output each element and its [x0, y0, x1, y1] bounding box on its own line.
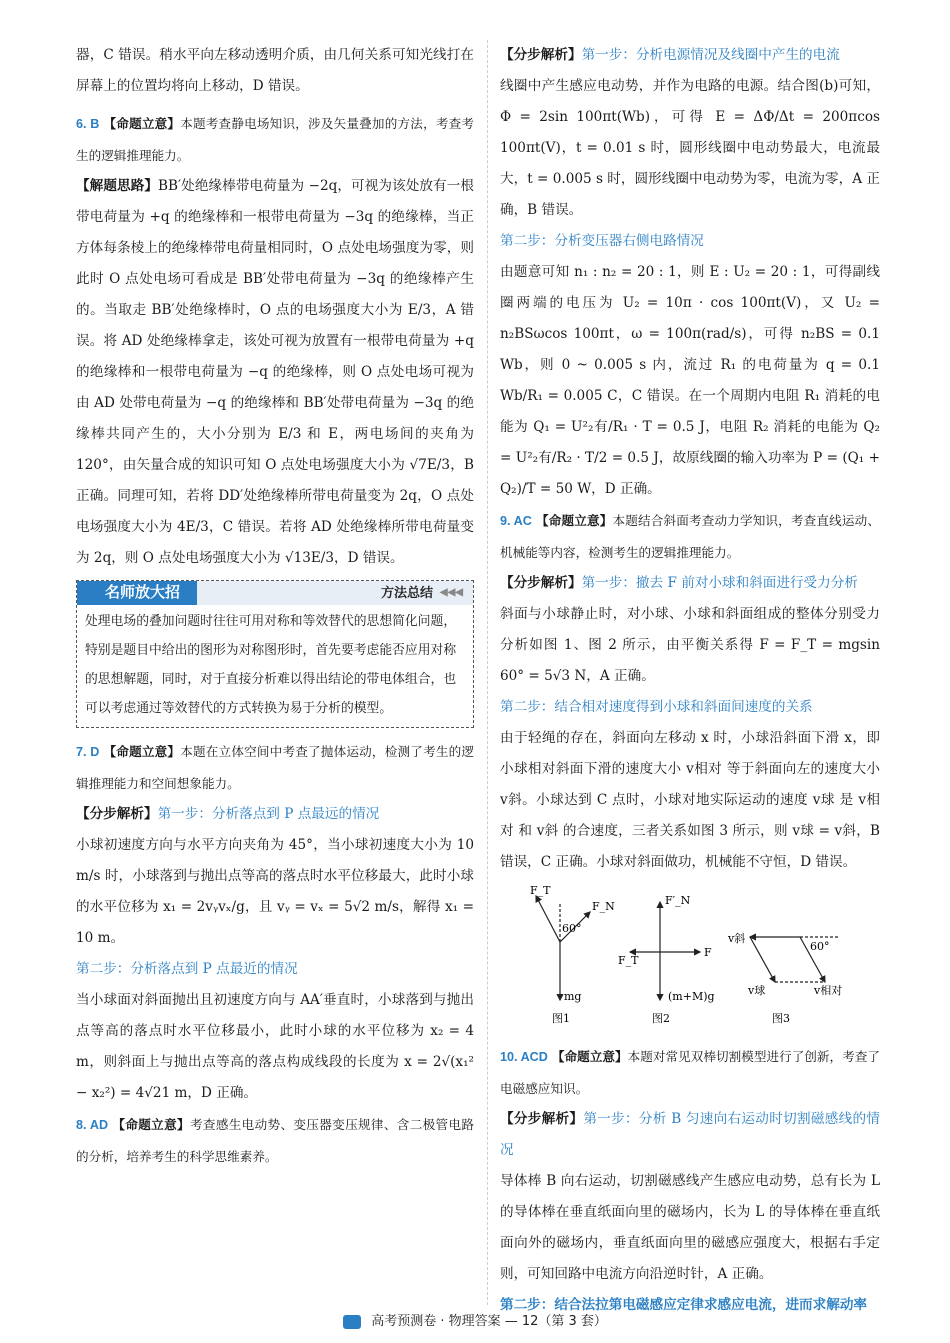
- footer-text: 高考预测卷 · 物理答案 — 12（第 3 套）: [371, 1314, 607, 1329]
- ft2-label: F_T: [618, 954, 639, 967]
- question-number: 10. ACD: [500, 1050, 548, 1064]
- step-2-text: 由于轻绳的存在，斜面向左移动 x 时，小球沿斜面下滑 x，即小球相对斜面下滑的速度大小 v相对 等于斜面向左的速度大小 v斜。小球达到 C 点时，小球对地实际运动的速度 v球 是 v相对 和 v斜 的合速度，三者关系如图 3 所示，则 v球 = v斜，B 错误，C 正确。小球对斜面做功，机械能不守恒，D 错误。: [500, 730, 880, 870]
- step-label: 【分步解析】: [500, 575, 582, 591]
- v-relative-label: v相对: [814, 984, 843, 997]
- intent-label: 【命题立意】: [112, 1117, 190, 1132]
- figure-1: [536, 896, 590, 1000]
- intent-text: 考查感生电动势、变压器变压规律、含二极管电路的分析，培养考生的科学思维素养。: [76, 1117, 475, 1164]
- step-1-title: 第一步：分析电源情况及线圈中产生的电流: [581, 47, 840, 63]
- step-2-text: 当小球面对斜面抛出且初速度方向与 AA′垂直时，小球落到与抛出点等高的落点时水平位移最小，此时小球的水平位移为 x₂ = 4 m，则斜面上与抛出点等高的落点构成线段的长度为 x = 2√(x₁² − x₂²) = 4√21 m，D 正确。: [76, 992, 474, 1101]
- v-ball-label: v球: [748, 984, 766, 997]
- page-footer: [0, 1310, 950, 1329]
- force-diagram-svg: [500, 882, 880, 1037]
- right-column: [500, 40, 880, 1321]
- step-label: 【分步解析】: [76, 806, 158, 822]
- step-2-title: 第二步：结合相对速度得到小球和斜面间速度的关系: [500, 699, 813, 715]
- column-divider: [487, 40, 488, 1305]
- intent-label: 【命题立意】: [103, 116, 181, 131]
- intent-text: 本题在立体空间中考查了抛体运动，检测了考生的逻辑推理能力和空间想象能力。: [76, 744, 475, 791]
- teacher-tip-title: 名师放大招: [105, 584, 181, 601]
- question-number: 6. B: [76, 117, 100, 131]
- step-2-text: 由题意可知 n₁ : n₂ = 20 : 1，则 E : U₂ = 20 : 1，可得副线圈两端的电压为 U₂ = 10π · cos 100πt(V)，又 U₂ = n₂BSωcos 100πt，ω = 100π(rad/s)，可得 n₂BS = 0.1 Wb，则 0 ~ 0.005 s 内，流过 R₁ 的电荷量为 q = 0.1 Wb/R₁ = 0.005 C，C 错误。在一个周期内电阻 R₁ 消耗的电能为 Q₁ = U²₂有/R₁ · T = 0.5 J，电阻 R₂ 消耗的电能为 Q₂ = U²₂有/R₂ · T/2 = 0.5 J，故原线圈的输入功率为 P = (Q₁ + Q₂)/T = 50 W，D 正确。: [500, 264, 880, 497]
- idea-label: 【解题思路】: [76, 178, 159, 194]
- step-1-text: 导体棒 B 向右运动，切割磁感线产生感应电动势，总有长为 L 的导体棒在垂直纸面向里的磁场内，长为 L 的导体棒在垂直纸面向外的磁场内，垂直纸面向里的磁感应强度大，根据右手定则，可知回路中电流方向沿逆时针，A 正确。: [500, 1173, 880, 1282]
- step-label: 【分步解析】: [500, 1111, 584, 1127]
- mmg-label: (m+M)g: [668, 990, 715, 1003]
- mg-label: mg: [564, 990, 582, 1003]
- f-label: F: [704, 946, 712, 959]
- step-1-title: 第一步：分析 B 匀速向右运动时切割磁感线的情况: [500, 1111, 880, 1158]
- question-8-continued: [500, 40, 880, 505]
- step-2-title: 第二步：分析变压器右侧电路情况: [500, 233, 704, 249]
- angle-label-3: 60°: [810, 940, 830, 953]
- figure-2-caption: 图2: [652, 1012, 670, 1025]
- question-8: [76, 1109, 474, 1172]
- question-number: 7. D: [76, 745, 100, 759]
- v-incline-label: v斜: [728, 932, 746, 945]
- intent-label: 【命题立意】: [551, 1049, 628, 1064]
- idea-text: BB′处绝缘棒带电荷量为 −2q，可视为该处放有一根带电荷量为 +q 的绝缘棒和一根带电荷量为 −3q 的绝缘棒，当正方体每条棱上的绝缘棒带电荷量相同时，O 点处电场强度为零，则此时 O 点处电场可看成是 BB′处带电荷量为 −3q 的绝缘棒产生的。当取走 BB′处绝缘棒时，O 点的电场强度大小为 E/3，A 错误。将 AD 处绝缘棒拿走，该处可视为放置有一根带电荷量为 +q 的绝缘棒和一根带电荷量为 −q 的绝缘棒，则 O 点处电场可视为由 AD 处带电荷量为 −q 的绝缘棒和 BB′处带电荷量为 −3q 的绝缘棒共同产生的，大小分别为 E/3 和 E，两电场间的夹角为 120°，由矢量合成的知识可知 O 点处电场强度大小为 √7E/3，B 正确。同理可知，若将 DD′处绝缘棒所带电荷量变为 2q，O 点处电场强度大小为 4E/3，C 错误。若将 AD 处绝缘棒所带电荷量变为 2q，则 O 点处电场强度大小为 √13E/3，D 错误。: [76, 178, 474, 566]
- force-diagrams: [500, 882, 880, 1037]
- ft-label: F_T: [530, 884, 551, 897]
- step-2-title: 第二步：结合法拉第电磁感应定律求感应电流，进而求解动率: [500, 1297, 868, 1313]
- teacher-tip-header: [77, 581, 473, 605]
- fn2-label: F′_N: [665, 894, 691, 907]
- step-label: 【分步解析】: [500, 47, 582, 63]
- intent-label: 【命题立意】: [103, 744, 181, 759]
- question-number: 9. AC: [500, 514, 532, 528]
- left-column: [76, 40, 474, 1172]
- step-1-title: 第一步：分析落点到 P 点最远的情况: [157, 806, 380, 822]
- publisher-logo-icon: [343, 1315, 361, 1329]
- arrows-icon: ◀◀◀: [439, 587, 463, 598]
- step-1-text: 斜面与小球静止时，对小球、小球和斜面组成的整体分别受力分析如图 1、图 2 所示，由平衡关系得 F = F_T = mgsin 60° = 5√3 N，A 正确。: [500, 606, 880, 684]
- angle-label: 60°: [562, 922, 582, 935]
- figure-1-caption: 图1: [552, 1012, 570, 1025]
- teacher-tip-box: [76, 580, 474, 728]
- step-1-text: 小球初速度方向与水平方向夹角为 45°，当小球初速度大小为 10 m/s 时，小球落到与抛出点等高的落点时水平位移最大，此时小球的水平位移为 x₁ = 2vᵧvₓ/g，且 vᵧ = vₓ = 5√2 m/s，解得 x₁ = 10 m。: [76, 837, 474, 946]
- figure-3-caption: 图3: [772, 1012, 790, 1025]
- teacher-tip-body: 处理电场的叠加问题时往往可用对称和等效替代的思想简化问题，特别是题目中给出的图形为对称图形时，首先要考虑能否应用对称的思想解题，同时，对于直接分析难以得出结论的带电体组合，也可以考虑通过等效替代的方式转换为易于分析的模型。: [85, 614, 457, 716]
- fn-label: F_N: [592, 900, 615, 913]
- question-10: [500, 1041, 880, 1321]
- paragraph-continued: 器，C 错误。稍水平向左移动透明介质，由几何关系可知光线打在屏幕上的位置均将向上移动，D 错误。: [76, 47, 474, 94]
- question-number: 8. AD: [76, 1118, 109, 1132]
- question-7: [76, 736, 474, 1109]
- intent-label: 【命题立意】: [536, 513, 613, 528]
- figure-2: [630, 902, 700, 1000]
- intent-text: 本题对常见双棒切割模型进行了创新，考查了电磁感应知识。: [500, 1049, 881, 1096]
- question-6: [76, 108, 474, 574]
- step-1-title: 第一步：撤去 F 前对小球和斜面进行受力分析: [581, 575, 858, 591]
- intent-text: 本题考查静电场知识，涉及矢量叠加的方法，考查考生的逻辑推理能力。: [76, 116, 475, 163]
- method-summary-label: 方法总结: [380, 585, 433, 600]
- intent-text: 本题结合斜面考查动力学知识，考查直线运动、机械能等内容，检测考生的逻辑推理能力。: [500, 513, 880, 560]
- step-1-text: 线圈中产生感应电动势，并作为电路的电源。结合图(b)可知，Φ = 2sin 100πt(Wb)，可得 E = ΔΦ/Δt = 200πcos 100πt(V)，t = 0.01 s 时，圆形线圈中电动势最大，电流最大，t = 0.005 s 时，圆形线圈中电动势为零，电流为零，A 正确，B 错误。: [500, 78, 880, 218]
- question-9: [500, 505, 880, 878]
- step-2-title: 第二步：分析落点到 P 点最近的情况: [76, 961, 298, 977]
